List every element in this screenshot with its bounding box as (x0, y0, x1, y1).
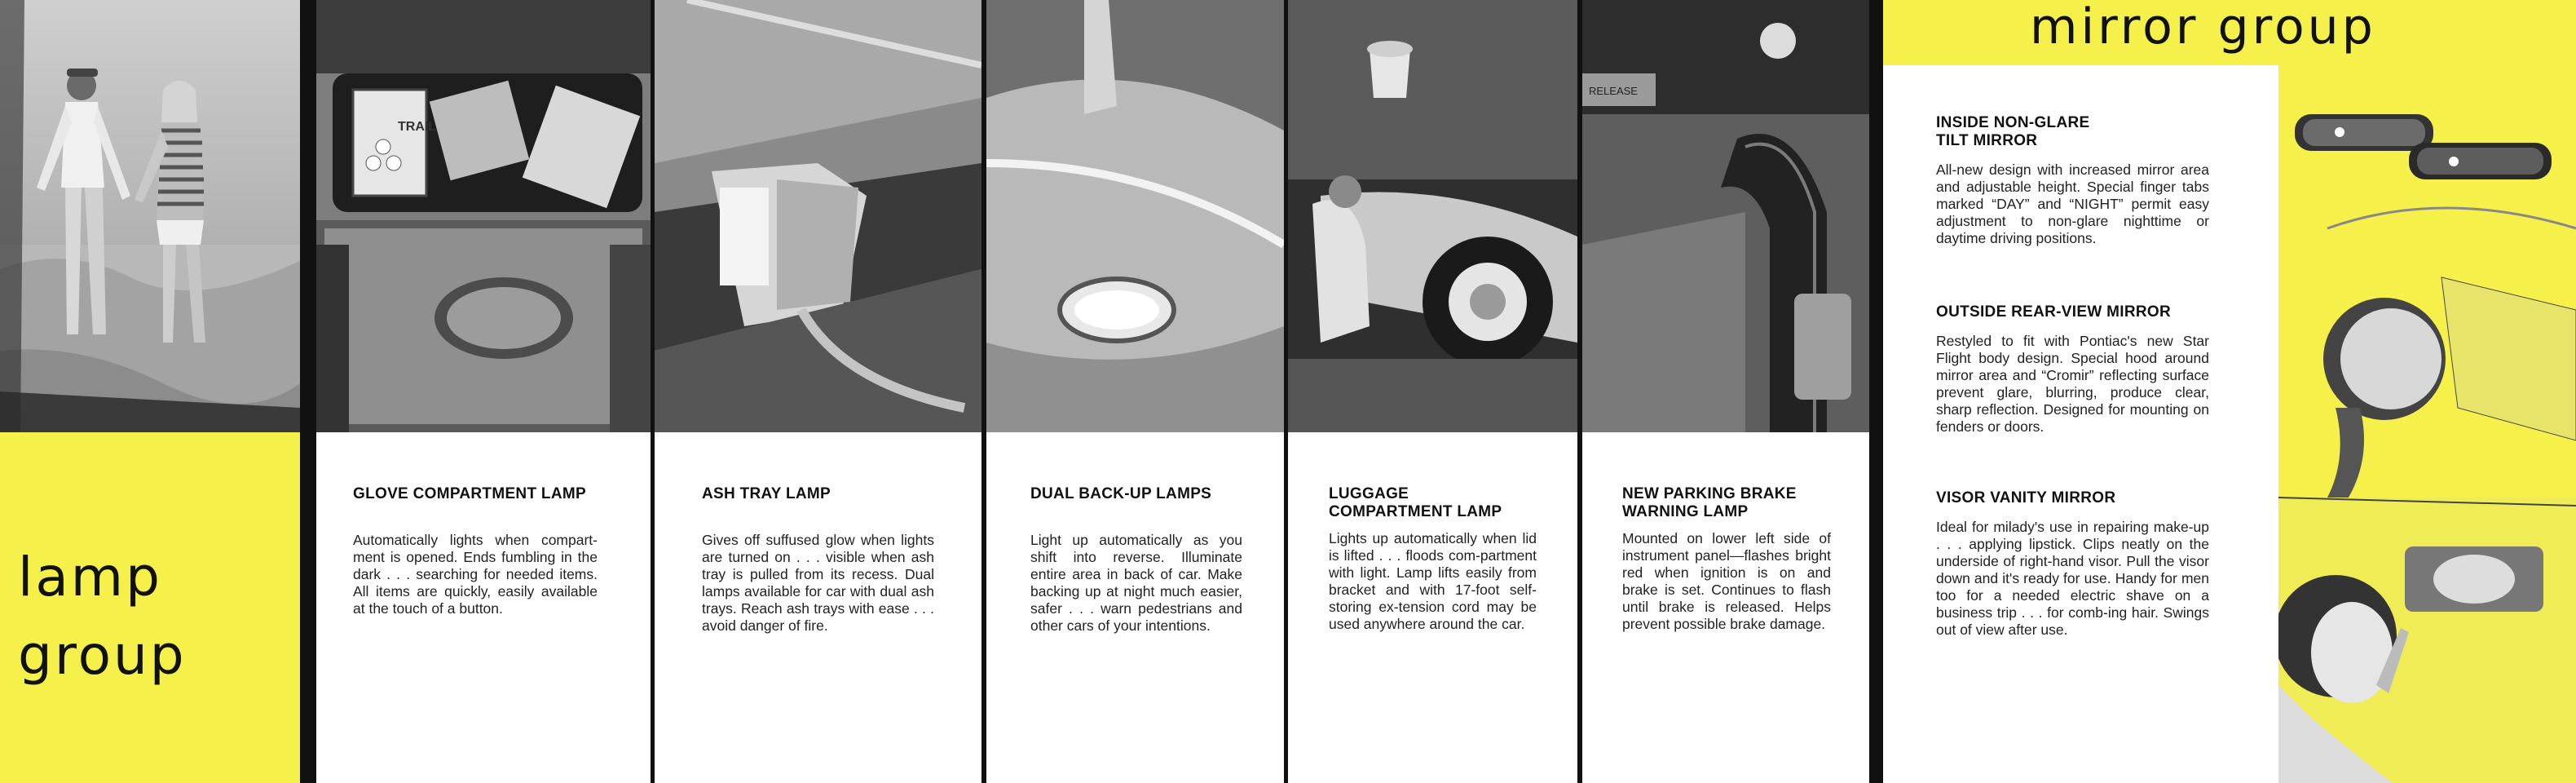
visor-mirror-description: Ideal for milady's use in repairing make-up . . . applying lipstick. Clips neatly on the underside of right-hand visor. Pull the visor down and it's ready for use. Handy for men too for a needed electric shave on a business trip . . . for comb-ing hair. Swings out of view after use. (1936, 519, 2209, 638)
panel-divider (651, 0, 655, 783)
parking-brake-description: Mounted on lower left side of instrument panel—flashes bright red when ignition is on and brake is set. Continues to flash until brake is released. Helps prevent possible brake damage. (1622, 530, 1831, 632)
ash-tray-heading: ASH TRAY LAMP (702, 485, 831, 502)
parking-brake-photo (1582, 0, 1869, 432)
luggage-compartment-photo (1288, 0, 1577, 432)
back-up-lamps-photo (986, 0, 1284, 432)
ash-tray-photo (655, 0, 981, 432)
glove-compartment-heading: GLOVE COMPARTMENT LAMP (353, 485, 586, 502)
ash-tray-lamp-panel (655, 0, 981, 783)
cigarette-pack-label: TRAIL (398, 120, 437, 134)
panel-divider (1577, 0, 1582, 783)
mirror-illustrations (2278, 65, 2576, 783)
luggage-compartment-description: Lights up automatically when lid is lifted . . . floods com-partment with light. Lamp lifts easily from bracket and with 17-foot self-storing ex-tension cord may be used anywhere around the car. (1329, 530, 1537, 632)
mirror-group-panel (1883, 0, 2576, 783)
lamp-group-panel (0, 0, 300, 783)
luggage-compartment-heading: LUGGAGE COMPARTMENT LAMP (1329, 485, 1502, 520)
glove-compartment-photo (316, 0, 651, 432)
panel-divider (981, 0, 986, 783)
outside-mirror-description: Restyled to fit with Pontiac's new Star Flight body design. Special hood around mirror area and “Cromir” reflecting surface prevent glare, blurring, produce clear, sharp reflection. Designed for mounting on fenders or doors. (1936, 333, 2209, 435)
glove-compartment-description: Automatically lights when compart-ment is opened. Ends fumbling in the dark . . . searching for needed items. All items are quickly, easily available at the touch of a button. (353, 532, 598, 617)
beach-couple-photo (0, 0, 300, 432)
lamp-group-title-line1: lamp (18, 546, 162, 608)
lamp-group-title-line2: group (18, 624, 187, 687)
visor-mirror-heading: VISOR VANITY MIRROR (1936, 489, 2116, 507)
parking-brake-warning-lamp-panel (1582, 0, 1869, 783)
inside-mirror-heading: INSIDE NON-GLARE TILT MIRROR (1936, 114, 2090, 149)
outside-mirror-heading: OUTSIDE REAR-VIEW MIRROR (1936, 303, 2171, 321)
luggage-compartment-lamp-panel (1288, 0, 1577, 783)
panel-divider (300, 0, 316, 783)
panel-divider (1284, 0, 1288, 783)
mirror-group-title: mirror group (2030, 0, 2376, 55)
ash-tray-description: Gives off suffused glow when lights are turned on . . . visible when ash tray is pulled from its recess. Dual lamps available for car with dual ash trays. Reach ash trays with ease . . . avoid danger of fire. (702, 532, 934, 634)
glove-compartment-lamp-panel (316, 0, 651, 783)
parking-brake-release-label: RELEASE (1589, 85, 1638, 97)
panel-divider (1869, 0, 1883, 783)
lamp-group-title (18, 538, 187, 695)
dual-back-up-lamps-panel (986, 0, 1284, 783)
parking-brake-heading: NEW PARKING BRAKE WARNING LAMP (1622, 485, 1797, 520)
back-up-lamps-heading: DUAL BACK-UP LAMPS (1030, 485, 1212, 502)
back-up-lamps-description: Light up automatically as you shift into reverse. Illuminate entire area in back of car. Make backing up at night much easier, safer . . . warn pedestrians and other cars of your intentions. (1030, 532, 1242, 634)
inside-mirror-description: All-new design with increased mirror area and adjustable height. Special finger tabs marked “DAY” and “NIGHT” permit easy adjustment to non-glare nighttime or daytime driving positions. (1936, 161, 2209, 246)
